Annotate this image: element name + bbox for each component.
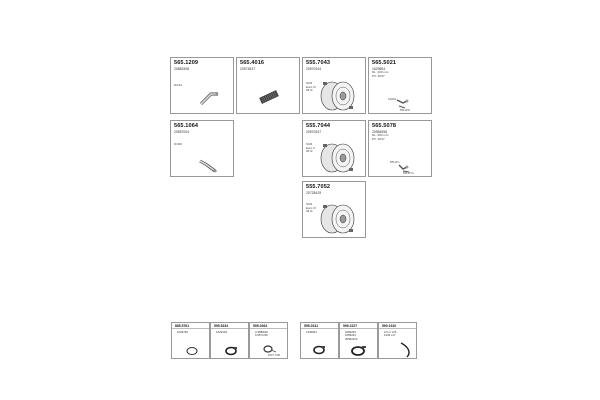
part-spec: PX: 4P27 [372, 136, 385, 141]
oem-number: 20562423 [345, 336, 358, 341]
part-card-555-7044[interactable] [302, 120, 366, 177]
flex-hose-illustration [237, 58, 301, 115]
part-spec: 36 ltr. [306, 149, 314, 154]
oem-number: 20573637 [240, 67, 256, 71]
oem-number: 3.3RBD20 [255, 330, 268, 334]
part-number: 555.7044 [306, 123, 331, 129]
muffler-illustration [303, 182, 367, 239]
part-number: 555.7043 [306, 60, 331, 66]
part-spec: Euro V [306, 145, 316, 150]
muffler-illustration [303, 58, 367, 115]
ring-clamp-icon [172, 323, 211, 360]
part-spec: SCR [306, 202, 313, 206]
oem-number: 2.6 m x25 [384, 330, 397, 334]
callout-label: 312F02 [388, 98, 397, 101]
small-part-885-5761[interactable] [171, 322, 210, 359]
part-number: 565.5078 [372, 123, 397, 129]
oem-number: 1629654 [372, 67, 386, 71]
part-spec: SCR [306, 81, 313, 85]
part-number: 590.1910 [379, 323, 416, 329]
part-spec: 36 ltr. [306, 88, 314, 93]
v-band-clamp-icon [340, 323, 379, 360]
oem-number: 1629766 [177, 330, 188, 334]
pipe-kit-illustration [369, 58, 433, 115]
exhaust-pipe-illustration [171, 58, 235, 115]
small-part-595-5234[interactable] [210, 322, 249, 359]
part-card-555-7043[interactable] [302, 57, 366, 114]
strap-band-icon [379, 323, 418, 360]
part-spec: PX: 4P27 [372, 73, 385, 78]
oem-number: 1333 x17 [384, 333, 396, 338]
clamp-band-icon [301, 323, 340, 360]
part-card-565-1209[interactable] [170, 57, 234, 114]
part-spec: DL: 400 mm [372, 70, 389, 74]
part-spec: 36 ltr. [306, 209, 314, 214]
part-card-555-7052[interactable] [302, 181, 366, 238]
part-number: 555.7052 [306, 184, 331, 190]
part-number: 599.2227 [340, 323, 377, 329]
oem-number: 20570344 [306, 67, 322, 71]
exhaust-clamp-icon [250, 323, 289, 360]
part-spec: D/134 [174, 83, 183, 87]
oem-number: 1683245 [345, 330, 356, 334]
part-card-565-5021[interactable] [368, 57, 432, 114]
part-number: 595.5234 [211, 323, 248, 329]
part-number: 565.1064 [174, 123, 199, 129]
oem-number: 20984596 [372, 130, 388, 134]
small-part-595-0241[interactable] [300, 322, 339, 359]
oem-number: 20557004 [174, 130, 190, 134]
oem-number: 1683244 [345, 333, 356, 338]
part-number: 565.5021 [372, 60, 397, 66]
part-card-565-5078[interactable] [368, 120, 432, 177]
small-part-599-2227[interactable] [339, 322, 378, 359]
part-spec: Euro IV [306, 205, 317, 210]
part-spec: D/400 [174, 142, 183, 146]
part-number: 595.0241 [301, 323, 338, 329]
part-card-565-1064[interactable] [170, 120, 234, 177]
clamp-band-icon [211, 323, 250, 360]
callout-label: 565.4P 11 [403, 172, 414, 175]
part-number: 565.4016 [240, 60, 265, 66]
oem-number: 1330821 [306, 330, 317, 334]
oem-number: 20728429 [306, 191, 322, 195]
callout-label: 565.4P 1 [390, 161, 400, 164]
oem-number: 1629418 [216, 330, 227, 334]
part-spec: SCR [306, 142, 313, 146]
part-card-565-4016[interactable] [236, 57, 300, 114]
oem-number: 20883308 [174, 67, 190, 71]
exhaust-pipe-illustration [171, 121, 235, 178]
part-spec: DL: 283 mm [372, 133, 389, 137]
part-number: 595.0264 [250, 323, 287, 329]
part-spec: Euro IV [306, 84, 317, 89]
callout-label: 565.4P27 [400, 109, 411, 112]
small-part-595-0264[interactable] [249, 322, 288, 359]
part-number: 565.1209 [174, 60, 199, 66]
part-number: 885.5761 [172, 323, 209, 329]
callout-label: DT27, 1/08 [268, 354, 280, 357]
small-part-590-1910[interactable] [378, 322, 417, 359]
oem-number: 0.95YO35 [255, 333, 268, 338]
pipe-kit-illustration [369, 121, 433, 178]
oem-number: 20570347 [306, 130, 322, 134]
muffler-illustration [303, 121, 367, 178]
